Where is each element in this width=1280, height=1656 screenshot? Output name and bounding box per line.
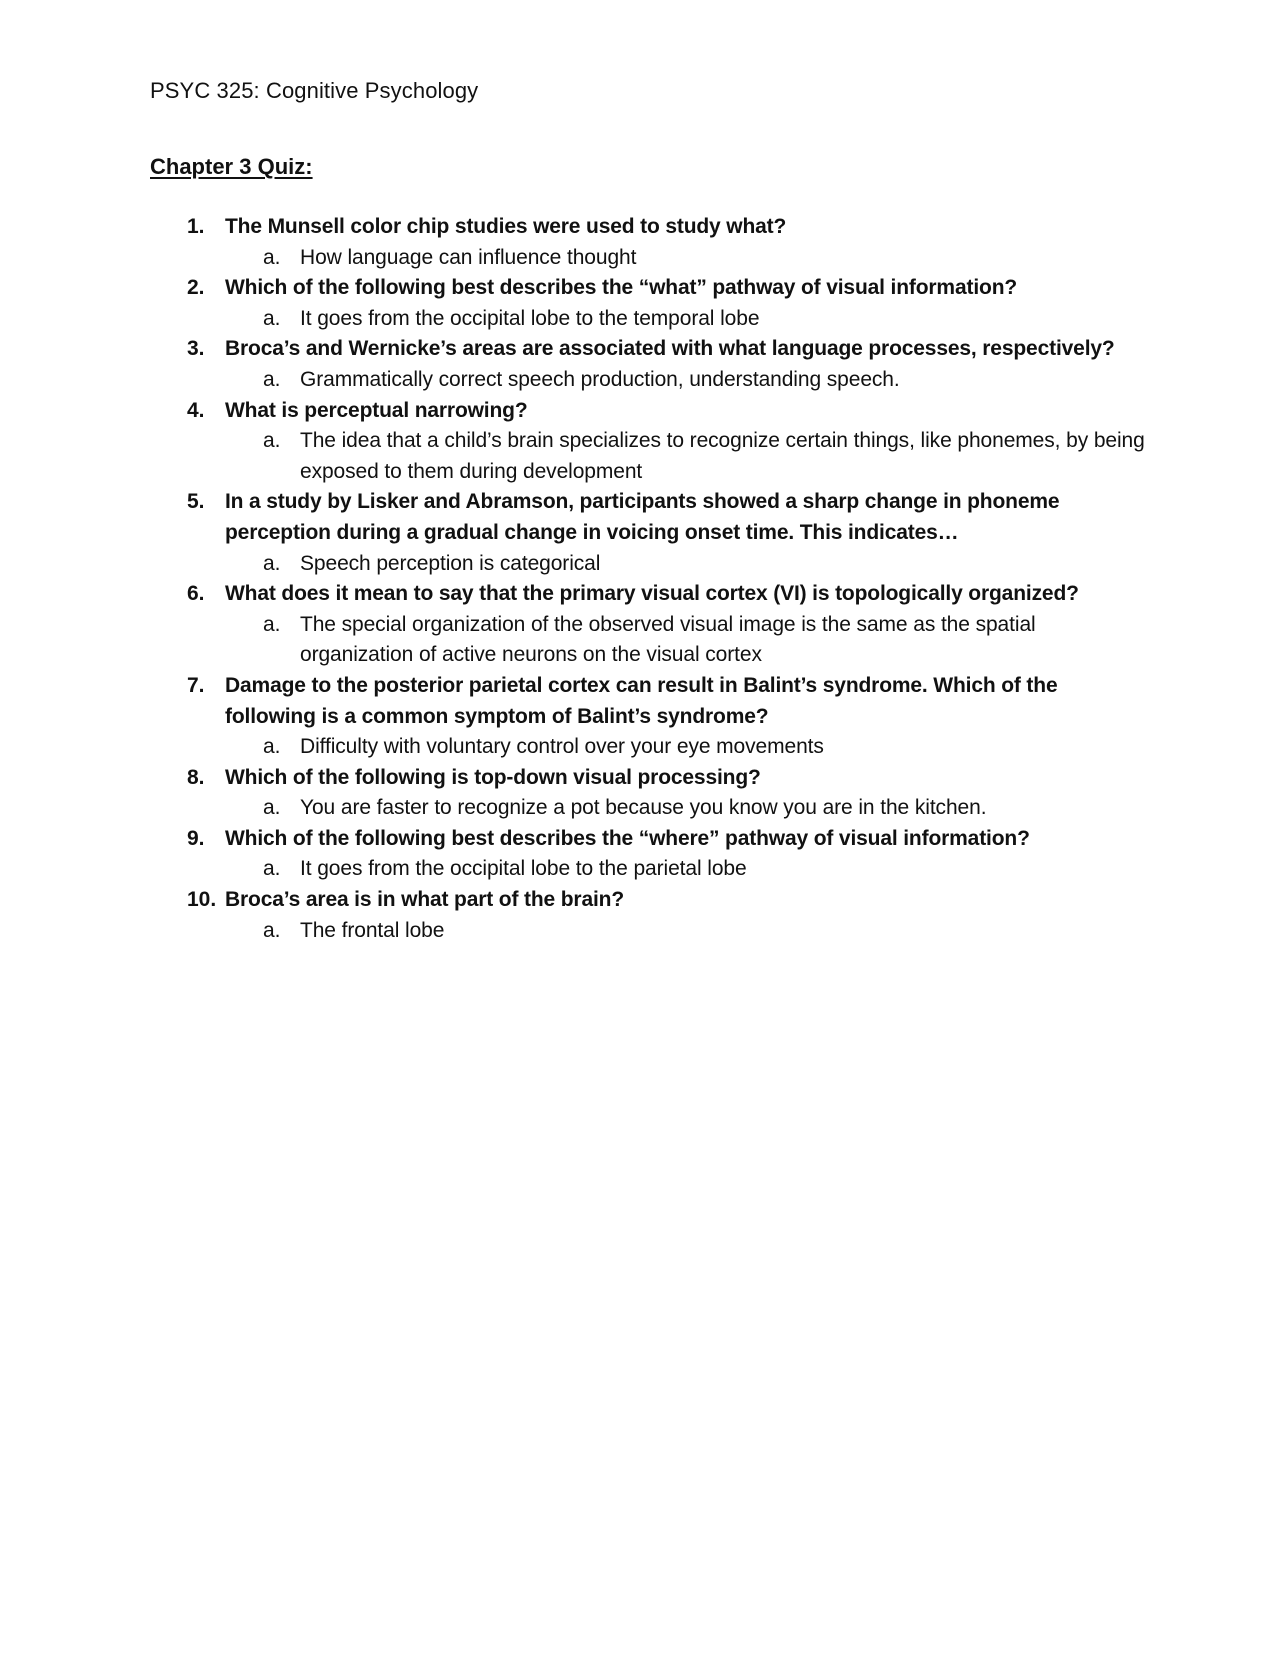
quiz-question-5	[150, 487, 1150, 579]
answer-letter: a.	[263, 918, 281, 942]
quiz-question-3	[150, 334, 1150, 395]
question-number: 9.	[187, 826, 205, 850]
answer-letter: a.	[263, 857, 281, 881]
question-number: 5.	[187, 490, 205, 514]
answer-text: The frontal lobe	[300, 918, 445, 942]
answer-item	[225, 243, 1150, 274]
question-number: 7.	[187, 673, 205, 697]
quiz-question-8	[150, 763, 1150, 824]
question-number: 8.	[187, 765, 205, 789]
question-text: What does it mean to say that the primary visual cortex (VI) is topologically organized?	[225, 582, 1079, 606]
question-number: 4.	[187, 398, 205, 422]
answer-letter: a.	[263, 429, 281, 453]
answer-item	[225, 793, 1150, 824]
answer-text: It goes from the occipital lobe to the parietal lobe	[300, 857, 747, 881]
question-number: 2.	[187, 276, 205, 300]
answer-item	[225, 610, 1150, 671]
quiz-question-1	[150, 212, 1150, 273]
answer-text: Speech perception is categorical	[300, 551, 601, 575]
answer-item	[225, 365, 1150, 396]
question-number: 10.	[187, 888, 217, 912]
answer-item	[225, 549, 1150, 580]
answer-letter: a.	[263, 735, 281, 759]
course-header: PSYC 325: Cognitive Psychology	[150, 78, 479, 103]
answer-item	[225, 916, 1150, 947]
quiz-question-6	[150, 579, 1150, 671]
quiz-question-2	[150, 273, 1150, 334]
answer-text: The special organization of the observed visual image is the same as the spatial organization of active neurons on the visual cortex	[300, 612, 1036, 667]
quiz-question-4	[150, 396, 1150, 488]
answer-text: It goes from the occipital lobe to the temporal lobe	[300, 306, 760, 330]
question-text: The Munsell color chip studies were used to study what?	[225, 215, 787, 238]
question-text: Damage to the posterior parietal cortex can result in Balint’s syndrome. Which of the following is a common symptom of Balint’s syndrome?	[225, 673, 1058, 728]
quiz-question-7	[150, 671, 1150, 763]
answer-letter: a.	[263, 551, 281, 575]
answer-letter: a.	[263, 245, 281, 269]
quiz-heading: Chapter 3 Quiz:	[150, 154, 313, 179]
question-text: In a study by Lisker and Abramson, participants showed a sharp change in phoneme perception during a gradual change in voicing onset time. This indicates…	[225, 490, 1060, 544]
question-text: Broca’s and Wernicke’s areas are associated with what language processes, respectively?	[225, 337, 1115, 361]
question-text: Which of the following is top-down visual processing?	[225, 765, 761, 789]
quiz-question-9	[150, 824, 1150, 885]
quiz-question-10	[150, 885, 1150, 946]
answer-letter: a.	[263, 306, 281, 330]
question-text: Which of the following best describes the “what” pathway of visual information?	[225, 276, 1018, 300]
question-text: What is perceptual narrowing?	[225, 398, 528, 422]
answer-text: Difficulty with voluntary control over your eye movements	[300, 735, 824, 759]
answer-letter: a.	[263, 612, 281, 636]
question-number: 1.	[187, 215, 205, 238]
answer-text: The idea that a child’s brain specializes to recognize certain things, like phonemes, by being exposed to them during development	[300, 429, 1145, 483]
answer-text: Grammatically correct speech production, understanding speech.	[300, 367, 900, 391]
answer-item	[225, 304, 1150, 335]
quiz-question-list	[150, 212, 1150, 946]
question-number: 3.	[187, 337, 205, 361]
answer-text: How language can influence thought	[300, 245, 637, 269]
answer-item	[225, 426, 1150, 487]
question-number: 6.	[187, 582, 205, 606]
answer-item	[225, 732, 1150, 763]
answer-item	[225, 854, 1150, 885]
question-text: Broca’s area is in what part of the brain?	[225, 888, 625, 912]
answer-letter: a.	[263, 367, 281, 391]
answer-letter: a.	[263, 796, 281, 820]
question-text: Which of the following best describes the “where” pathway of visual information?	[225, 826, 1030, 850]
answer-text: You are faster to recognize a pot because you know you are in the kitchen.	[300, 796, 987, 820]
